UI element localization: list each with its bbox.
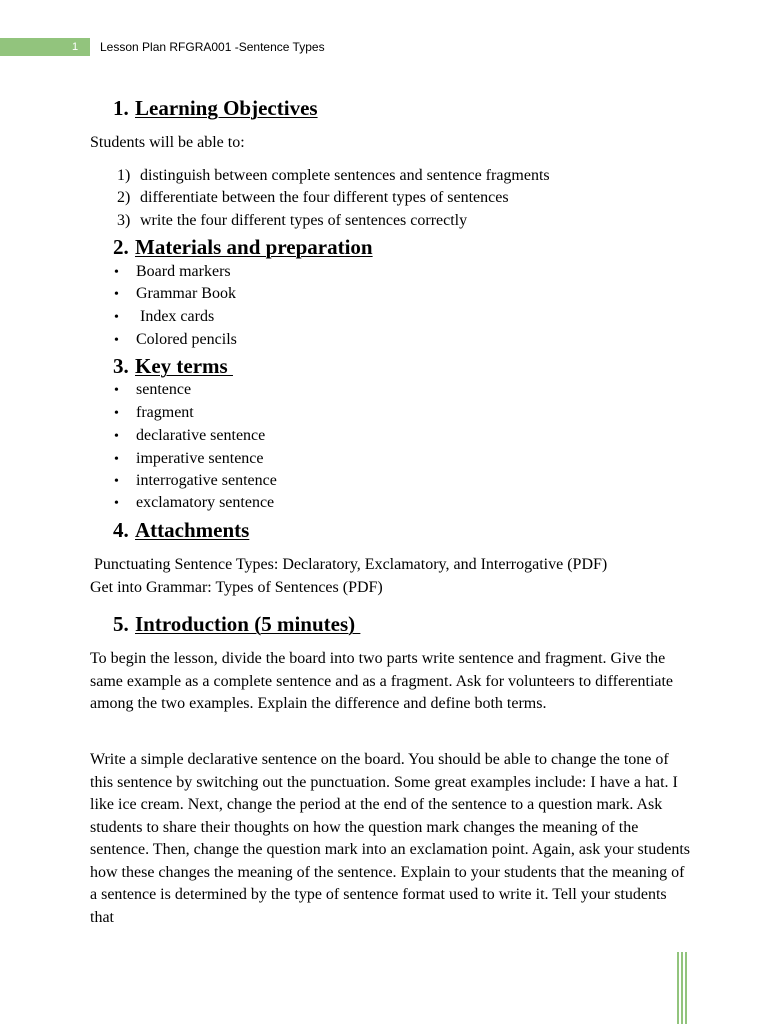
item-text: Grammar Book (136, 285, 236, 302)
bullet-icon: • (114, 265, 119, 280)
item-text: differentiate between the four different types of sentences (140, 189, 509, 206)
item-text: Board markers (136, 263, 231, 280)
bullet-icon: • (114, 474, 119, 489)
heading-key-terms (113, 353, 233, 379)
heading-number: 1. (113, 96, 129, 120)
decorative-line (681, 952, 683, 1024)
heading-number: 5. (113, 612, 129, 636)
key-term-item (114, 402, 194, 425)
attachment-link[interactable]: Punctuating Sentence Types: Declaratory, Exclamatory, and Interrogative (PDF) (90, 556, 608, 573)
bullet-icon: • (114, 310, 119, 325)
decorative-lines (677, 952, 687, 1024)
decorative-line (685, 952, 687, 1024)
item-text: Colored pencils (136, 331, 237, 348)
material-item (114, 261, 231, 284)
item-text: sentence (136, 381, 192, 398)
material-item (114, 329, 237, 352)
item-number: 2) (117, 189, 131, 206)
item-text: distinguish between complete sentences and sentence fragments (140, 167, 550, 184)
bullet-icon: • (114, 452, 119, 467)
bullet-icon: • (114, 406, 119, 421)
attachment-link[interactable]: Get into Grammar: Types of Sentences (PDF) (90, 579, 383, 596)
item-number: 3) (117, 212, 131, 229)
heading-number: 2. (113, 235, 129, 259)
bullet-icon: • (114, 383, 119, 398)
item-number: 1) (117, 167, 131, 184)
heading-text: Introduction (5 minutes) (135, 612, 361, 636)
header-title: Lesson Plan RFGRA001 -Sentence Types (100, 40, 325, 54)
heading-attachments (113, 517, 249, 543)
item-text: write the four different types of sentences correctly (140, 212, 468, 229)
item-text: fragment (136, 404, 194, 421)
introduction-paragraph: To begin the lesson, divide the board into two parts write sentence and fragment. Give the same example as a complete sentence and as a fragment. Ask for volunteers to differentiate among the two examples. Explain the difference and define both terms. (90, 650, 674, 712)
bullet-icon: • (114, 333, 119, 348)
material-item (114, 306, 214, 329)
introduction-paragraph: Write a simple declarative sentence on the board. You should be able to change the tone of this sentence by switching out the punctuation. Some great examples include: I have a hat. I like ice cream. Next, change the period at the end of the sentence to a question mark. Ask students to share their thoughts on how the question mark changes the meaning of the sentence. Then, change the question mark into an exclamation point. Again, ask your students how these changes the meaning of the sentence. Explain to your students that the meaning of a sentence is determined by the type of sentence format used to write it. Tell your students that (90, 751, 690, 926)
heading-learning-objectives (113, 95, 318, 121)
key-term-item (114, 470, 277, 493)
item-text: interrogative sentence (136, 472, 277, 489)
objective-item (117, 210, 467, 232)
objectives-intro: Students will be able to: (90, 134, 245, 151)
key-term-item (114, 425, 265, 448)
key-term-item (114, 379, 191, 402)
heading-text: Learning Objectives (135, 96, 318, 120)
heading-introduction (113, 611, 360, 637)
heading-number: 3. (113, 354, 129, 378)
bullet-icon: • (114, 287, 119, 302)
bullet-icon: • (114, 429, 119, 444)
item-text: exclamatory sentence (136, 494, 275, 511)
heading-number: 4. (113, 518, 129, 542)
key-term-item (114, 492, 274, 515)
heading-text: Attachments (135, 518, 250, 542)
item-text: Index cards (136, 308, 215, 325)
objective-item (117, 187, 509, 209)
item-text: imperative sentence (136, 450, 264, 467)
item-text: declarative sentence (136, 427, 266, 444)
objective-item (117, 165, 550, 187)
heading-materials (113, 234, 373, 260)
heading-text: Materials and preparation (135, 235, 373, 259)
decorative-line (677, 952, 679, 1024)
bullet-icon: • (114, 496, 119, 511)
page-number: 1 (72, 41, 79, 53)
heading-text: Key terms (135, 354, 233, 378)
key-term-item (114, 448, 264, 471)
material-item (114, 283, 236, 306)
